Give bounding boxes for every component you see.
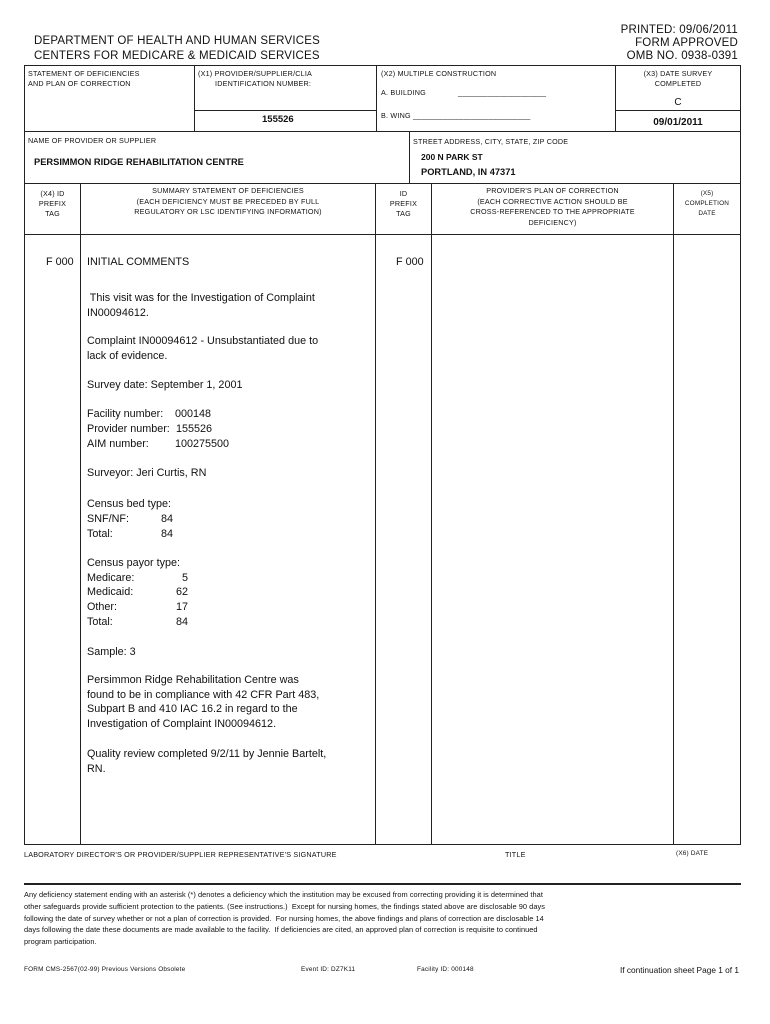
x3-value-line xyxy=(615,110,741,111)
facility-id: Facility ID: 000148 xyxy=(417,966,474,973)
paragraph-compliance: Persimmon Ridge Rehabilitation Centre was found to be in compliance with 42 CFR Part 483, Subpart B and 410 IAC 16.2 in regard to the Investigation of Complaint IN00094612. xyxy=(87,674,320,730)
provider-name: PERSIMMON RIDGE REHABILITATION CENTRE xyxy=(34,157,244,167)
x3-label xyxy=(615,69,741,89)
city-state-zip: PORTLAND, IN 47371 xyxy=(421,167,516,177)
right-border xyxy=(740,65,741,845)
plan-header-line1: PROVIDER'S PLAN OF CORRECTION xyxy=(486,186,619,195)
summary-header xyxy=(81,186,375,218)
x5-header-line3: DATE xyxy=(698,210,716,217)
x3-label-line2: COMPLETED xyxy=(654,79,702,88)
id-header-line3: TAG xyxy=(396,209,411,218)
facility-number-value: 000148 xyxy=(175,408,212,420)
medicaid-value: 62 xyxy=(175,586,188,598)
wing-label: B. WING ____________________________ xyxy=(381,111,531,120)
sample: Sample: 3 xyxy=(87,646,136,658)
signature-rule xyxy=(24,883,741,885)
department-line-1: DEPARTMENT OF HEALTH AND HUMAN SERVICES xyxy=(34,35,320,47)
form-number: FORM CMS-2567(02-99) Previous Versions Obsolete xyxy=(24,966,186,973)
event-id: Event ID: DZ7K11 xyxy=(301,966,356,973)
form-approved: FORM APPROVED xyxy=(635,37,738,49)
omb-number: OMB NO. 0938-0391 xyxy=(626,50,738,62)
printed-date: PRINTED: 09/06/2011 xyxy=(620,24,738,36)
id-header xyxy=(376,189,431,219)
other-label: Other: xyxy=(87,601,118,613)
summary-header-line1: SUMMARY STATEMENT OF DEFICIENCIES xyxy=(152,186,304,195)
paragraph-visit: This visit was for the Investigation of Complaint IN00094612. xyxy=(87,292,315,319)
medicaid-label: Medicaid: xyxy=(87,586,134,598)
payor-total-label: Total: xyxy=(87,616,113,628)
divider-x1 xyxy=(194,65,195,131)
col-plan-divider xyxy=(673,183,674,844)
provider-number-label: Provider number: xyxy=(87,423,170,435)
column-header-bottom xyxy=(24,234,741,235)
surveyor: Surveyor: Jeri Curtis, RN xyxy=(87,467,207,479)
left-border xyxy=(24,65,25,845)
row2-bottom xyxy=(24,183,741,184)
provider-number-value: 155526 xyxy=(176,423,213,435)
paragraph-complaint: Complaint IN00094612 - Unsubstantiated due to lack of evidence. xyxy=(87,335,319,362)
aim-number-value: 100275500 xyxy=(175,438,230,450)
x5-header xyxy=(674,189,740,219)
street-address: 200 N PARK ST xyxy=(421,152,483,162)
bed-total-value: 84 xyxy=(160,528,173,540)
divider-x2 xyxy=(376,65,377,131)
disclaimer: Any deficiency statement ending with an asterisk (*) denotes a deficiency which the institution may be excused from correcting providing it is determined that other safeguards provide sufficient protection to the patients. (See instructions.) Except for nursing homes, the findings stated above are disclosable 90 days following the date of survey whether or not a plan of correction is provided. For nursing homes, the above findings and plans of correction are disclosable 14 days following the date these documents are made available to the facility. If deficiencies are cited, an approved plan of correction is requisite to continued program participation. xyxy=(24,890,545,947)
x4-header-line1: (X4) ID xyxy=(40,189,65,198)
x5-header-line1: (X5) xyxy=(700,190,714,197)
census-bed-title: Census bed type: xyxy=(87,498,172,510)
x3-code: C xyxy=(674,97,682,108)
census-payor-title: Census payor type: xyxy=(87,557,181,569)
row1-bottom xyxy=(24,131,741,132)
x3-label-line1: (X3) DATE SURVEY xyxy=(643,69,713,78)
x5-header-line2: COMPLETION xyxy=(684,200,730,207)
facility-number-label: Facility number: xyxy=(87,408,164,420)
divider-address xyxy=(409,131,410,183)
table-bottom xyxy=(24,844,741,845)
comments-title: INITIAL COMMENTS xyxy=(87,256,190,268)
department-line-2: CENTERS FOR MEDICARE & MEDICAID SERVICES xyxy=(34,50,320,62)
summary-header-line2: (EACH DEFICIENCY MUST BE PRECEDED BY FULL xyxy=(136,196,320,206)
snf-label: SNF/NF: xyxy=(87,513,129,525)
x1-value-line xyxy=(194,110,376,111)
statement-label-line2: AND PLAN OF CORRECTION xyxy=(28,78,131,88)
x4-header-line3: TAG xyxy=(45,209,60,218)
x1-value: 155526 xyxy=(262,114,294,125)
col-summary-divider xyxy=(375,183,376,844)
x3-date: 09/01/2011 xyxy=(653,117,703,128)
top-border xyxy=(24,65,741,66)
aim-number-label: AIM number: xyxy=(87,438,149,450)
plan-header-line4: DEFICIENCY) xyxy=(528,217,577,227)
x4-header xyxy=(25,189,80,219)
summary-header-line3: REGULATORY OR LSC IDENTIFYING INFORMATION) xyxy=(134,207,322,216)
statement-label xyxy=(28,69,140,88)
x6-date-label: (X6) DATE xyxy=(676,850,709,857)
medicare-value: 5 xyxy=(181,572,188,584)
header-right xyxy=(621,24,738,63)
col-x4-divider xyxy=(80,183,81,844)
medicare-label: Medicare: xyxy=(87,572,135,584)
address-label: STREET ADDRESS, CITY, STATE, ZIP CODE xyxy=(413,137,569,146)
statement-label-line1: STATEMENT OF DEFICIENCIES xyxy=(28,69,140,78)
continuation-sheet: If continuation sheet Page 1 of 1 xyxy=(619,965,739,975)
bed-total-label: Total: xyxy=(87,528,113,540)
col-id-divider xyxy=(431,183,432,844)
department-header xyxy=(34,34,320,64)
other-value: 17 xyxy=(175,601,188,613)
provider-name-label: NAME OF PROVIDER OR SUPPLIER xyxy=(28,136,157,145)
id-header-line2: PREFIX xyxy=(389,199,418,208)
payor-total-value: 84 xyxy=(175,616,188,628)
id-header-line1: ID xyxy=(399,189,408,198)
x2-label: (X2) MULTIPLE CONSTRUCTION xyxy=(381,69,497,78)
title-label: TITLE xyxy=(505,850,526,859)
x1-label xyxy=(198,69,312,88)
snf-value: 84 xyxy=(160,513,173,525)
x4-header-line2: PREFIX xyxy=(38,199,67,208)
tag-right: F 000 xyxy=(396,256,424,268)
survey-date: Survey date: September 1, 2001 xyxy=(87,379,243,391)
signature-label: LABORATORY DIRECTOR'S OR PROVIDER/SUPPLIER REPRESENTATIVE'S SIGNATURE xyxy=(24,850,337,859)
building-blank: _____________________ xyxy=(458,88,547,97)
plan-header-line2: (EACH CORRECTIVE ACTION SHOULD BE xyxy=(477,196,628,206)
plan-header xyxy=(432,186,673,228)
x1-label-line1: (X1) PROVIDER/SUPPLIER/CLIA xyxy=(198,69,313,78)
plan-header-line3: CROSS-REFERENCED TO THE APPROPRIATE xyxy=(470,207,635,216)
building-label: A. BUILDING xyxy=(381,88,426,97)
tag-left: F 000 xyxy=(46,256,74,268)
paragraph-quality: Quality review completed 9/2/11 by Jennie Bartelt, RN. xyxy=(87,748,327,775)
x1-label-line2: IDENTIFICATION NUMBER: xyxy=(215,78,312,88)
